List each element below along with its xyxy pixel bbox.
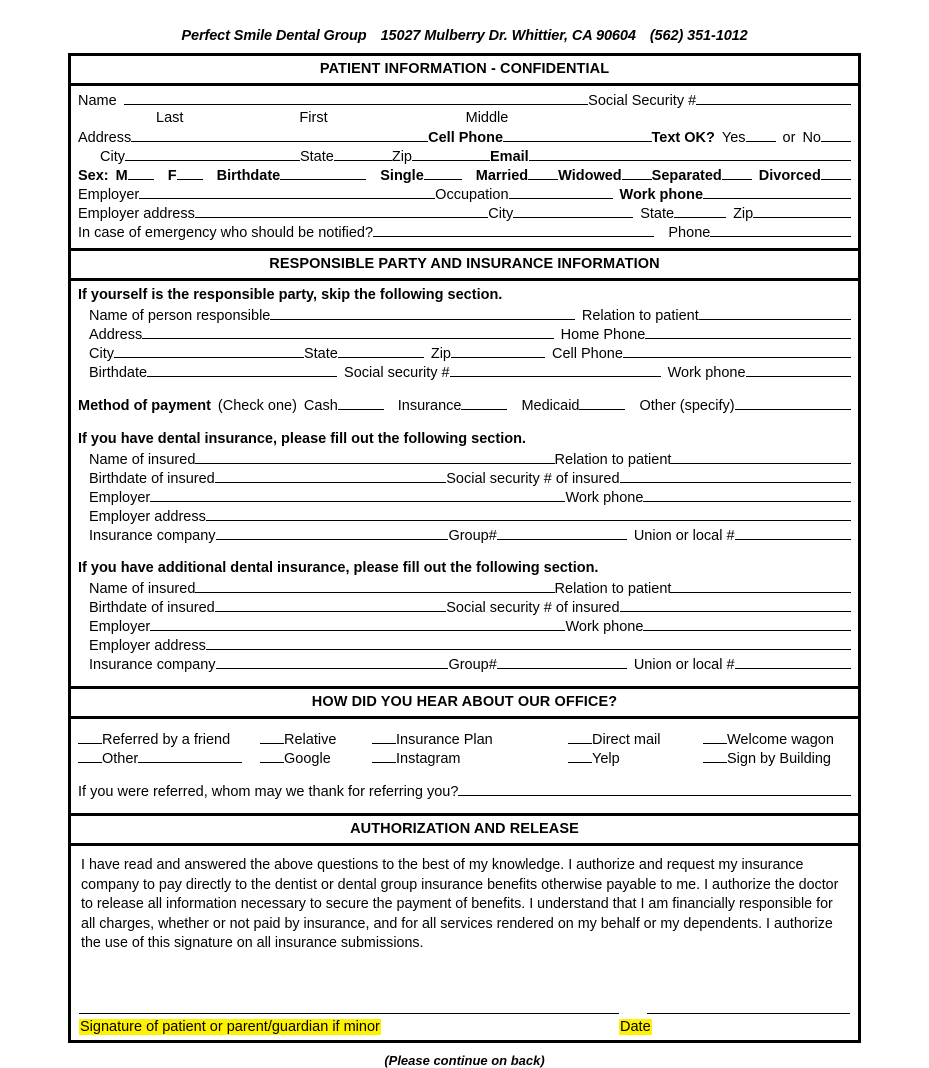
input-responsible-address[interactable] [142, 325, 553, 339]
row-responsible-birthdate-ssn [78, 363, 851, 382]
label-responsible-city: City [89, 346, 114, 362]
input-address[interactable] [131, 128, 428, 142]
section-title-referral: HOW DID YOU HEAR ABOUT OUR OFFICE? [71, 686, 858, 719]
checkbox-sex-male[interactable] [128, 166, 154, 180]
caption-last: Last [156, 110, 184, 126]
label-primary-union-or-local: Union or local # [633, 528, 735, 544]
label-additional-employer: Employer [89, 619, 151, 635]
row-responsible-city-state-zip [78, 344, 851, 363]
label-direct-mail: Direct mail [592, 732, 661, 748]
label-primary-employer: Employer [89, 490, 151, 506]
input-occupation[interactable] [509, 185, 613, 199]
caption-first: First [299, 110, 328, 126]
input-responsible-work-phone[interactable] [746, 363, 851, 377]
label-married: Married [475, 168, 529, 184]
checkbox-married[interactable] [528, 166, 558, 180]
label-text-ok-or: or [782, 130, 796, 146]
input-primary-ssn-of-insured[interactable] [620, 469, 851, 483]
row-primary-employer-address [78, 507, 851, 526]
label-text-ok-yes: Yes [721, 130, 746, 146]
input-employer[interactable] [139, 185, 435, 199]
label-city: City [100, 149, 125, 165]
label-employer-zip: Zip [733, 206, 754, 222]
checkbox-separated[interactable] [722, 166, 752, 180]
footer-note: (Please continue on back) [384, 1052, 545, 1068]
label-additional-birthdate-of-insured: Birthdate of insured [89, 600, 215, 616]
checkbox-google[interactable] [260, 749, 284, 763]
signature-labels [79, 1018, 850, 1036]
section-body-responsible-party [71, 281, 858, 686]
label-responsible-birthdate: Birthdate [89, 365, 148, 381]
label-primary-group: Group# [448, 528, 497, 544]
checkbox-payment-medicaid[interactable] [579, 396, 625, 410]
input-employer-zip[interactable] [753, 204, 851, 218]
row-additional-insurance-company [78, 655, 851, 674]
form-container [68, 53, 861, 1043]
input-name[interactable] [124, 91, 588, 105]
section-title-authorization: AUTHORIZATION AND RELEASE [71, 813, 858, 846]
letterhead [0, 0, 929, 53]
input-responsible-ssn[interactable] [450, 363, 661, 377]
input-additional-ssn-of-insured[interactable] [620, 598, 851, 612]
label-employer-address: Employer address [78, 206, 195, 222]
label-payment-other: Other (specify) [639, 398, 735, 414]
input-zip[interactable] [412, 147, 490, 161]
label-thank-referrer: If you were referred, whom may we thank for referring you? [78, 784, 459, 800]
label-additional-union-or-local: Union or local # [633, 657, 735, 673]
text-insurance-primary-heading: If you have dental insurance, please fill out the following section. [78, 431, 526, 447]
label-insurance-plan: Insurance Plan [396, 732, 493, 748]
label-state: State [299, 149, 334, 165]
label-relative: Relative [284, 732, 337, 748]
row-insurance-primary-heading [78, 430, 851, 450]
input-signature[interactable] [79, 1012, 619, 1014]
label-payment-cash: Cash [303, 398, 338, 414]
label-primary-name-of-insured: Name of insured [89, 452, 196, 468]
checkbox-widowed[interactable] [622, 166, 652, 180]
input-emergency-phone[interactable] [710, 223, 851, 237]
label-relation-to-patient: Relation to patient [581, 308, 699, 324]
label-payment-insurance: Insurance [397, 398, 462, 414]
label-zip: Zip [391, 149, 412, 165]
label-social-security: Social Security # [588, 93, 697, 109]
label-responsible-cell-phone: Cell Phone [552, 346, 623, 362]
label-yelp: Yelp [592, 751, 620, 767]
label-additional-insurance-company: Insurance company [89, 657, 216, 673]
checkbox-text-ok-yes[interactable] [746, 128, 776, 142]
checkbox-sign-by-building[interactable] [703, 749, 727, 763]
label-instagram: Instagram [396, 751, 461, 767]
row-thank-referrer [78, 782, 851, 801]
label-payment-medicaid: Medicaid [521, 398, 580, 414]
checkbox-divorced[interactable] [821, 166, 851, 180]
label-additional-ssn-of-insured: Social security # of insured [446, 600, 620, 616]
input-social-security[interactable] [696, 91, 851, 105]
checkbox-relative[interactable] [260, 730, 284, 744]
signature-lines [79, 1012, 850, 1014]
practice-name: Perfect Smile Dental Group [181, 28, 367, 44]
checkbox-text-ok-no[interactable] [821, 128, 851, 142]
input-responsible-city[interactable] [114, 344, 304, 358]
input-primary-insurance-company[interactable] [216, 526, 449, 540]
checkbox-other[interactable] [78, 749, 102, 763]
label-method-of-payment: Method of payment [78, 398, 211, 414]
row-additional-employer-address [78, 636, 851, 655]
label-birthdate: Birthdate [216, 168, 281, 184]
input-email[interactable] [529, 147, 851, 161]
referral-option-relative[interactable] [260, 730, 372, 749]
label-sex-male: M [115, 168, 128, 184]
label-occupation: Occupation [435, 187, 509, 203]
input-state[interactable] [334, 147, 392, 161]
row-primary-insurance-company [78, 526, 851, 545]
input-additional-insurance-company[interactable] [216, 655, 449, 669]
referral-options-grid [78, 730, 851, 768]
label-emergency-phone: Phone [668, 225, 711, 241]
section-title-patient-information: PATIENT INFORMATION - CONFIDENTIAL [71, 56, 858, 86]
label-employer-state: State [640, 206, 675, 222]
section-body-authorization [71, 846, 858, 954]
label-divorced: Divorced [758, 168, 821, 184]
label-additional-work-phone: Work phone [565, 619, 644, 635]
label-sign-by-building: Sign by Building [727, 751, 831, 767]
label-referred-by-friend: Referred by a friend [102, 732, 231, 748]
label-additional-group: Group# [448, 657, 497, 673]
checkbox-sex-female[interactable] [177, 166, 203, 180]
label-cell-phone: Cell Phone [428, 130, 504, 146]
label-employer: Employer [78, 187, 140, 203]
row-emergency-contact [78, 223, 851, 242]
input-employer-state[interactable] [674, 204, 726, 218]
input-relation-to-patient[interactable] [699, 306, 851, 320]
input-thank-referrer[interactable] [458, 782, 851, 796]
input-payment-other[interactable] [735, 396, 851, 410]
label-google: Google [284, 751, 331, 767]
checkbox-payment-insurance[interactable] [461, 396, 507, 410]
row-primary-employer [78, 488, 851, 507]
section-body-patient-information [71, 86, 858, 248]
row-insurance-additional-heading [78, 559, 851, 579]
label-work-phone: Work phone [619, 187, 704, 203]
referral-option-direct-mail[interactable] [568, 730, 703, 749]
label-text-ok: Text OK? [651, 130, 715, 146]
input-additional-group[interactable] [497, 655, 627, 669]
checkbox-referred-by-friend[interactable] [78, 730, 102, 744]
input-city[interactable] [125, 147, 300, 161]
referral-option-insurance-plan[interactable] [372, 730, 568, 749]
authorization-paragraph: I have read and answered the above questions to the best of my knowledge. I authorize and request my insurance company to pay directly to the dentist or dental group insurance benefits otherwise payable to me. I authorize the doctor to release all information necessary to secure the payment of benefits. I understand that I am financially responsible for all charges, whether or not paid by insurance, and for all services rendered on my behalf or my dependents. I authorize the use of this signature on all insurance submissions. [81, 857, 839, 951]
label-primary-birthdate-of-insured: Birthdate of insured [89, 471, 215, 487]
input-home-phone[interactable] [645, 325, 851, 339]
row-responsible-address [78, 325, 851, 344]
label-primary-work-phone: Work phone [565, 490, 644, 506]
row-additional-name-of-insured [78, 579, 851, 598]
input-additional-name-of-insured[interactable] [195, 579, 554, 593]
row-employer-occupation [78, 185, 851, 204]
referral-option-instagram[interactable] [372, 749, 568, 768]
label-name-of-person-responsible: Name of person responsible [89, 308, 271, 324]
input-primary-work-phone[interactable] [643, 488, 851, 502]
input-additional-relation-to-patient[interactable] [671, 579, 851, 593]
label-welcome-wagon: Welcome wagon [727, 732, 834, 748]
label-sex: Sex: [78, 168, 109, 184]
label-address: Address [78, 130, 132, 146]
input-primary-birthdate-of-insured[interactable] [215, 469, 446, 483]
signature-area [71, 954, 858, 1040]
referral-option-google[interactable] [260, 749, 372, 768]
input-primary-employer-address[interactable] [206, 507, 851, 521]
input-responsible-zip[interactable] [451, 344, 545, 358]
label-sex-female: F [167, 168, 177, 184]
input-emergency-contact[interactable] [373, 223, 654, 237]
label-date: Date [620, 1018, 651, 1035]
input-name-of-person-responsible[interactable] [270, 306, 575, 320]
label-check-one: (Check one) [217, 398, 297, 414]
input-responsible-cell-phone[interactable] [623, 344, 851, 358]
row-primary-name-of-insured [78, 450, 851, 469]
input-primary-employer[interactable] [150, 488, 565, 502]
input-additional-employer-address[interactable] [206, 636, 851, 650]
input-employer-city[interactable] [513, 204, 633, 218]
label-signature: Signature of patient or parent/guardian if minor [80, 1018, 380, 1035]
row-method-of-payment [78, 396, 851, 416]
checkbox-direct-mail[interactable] [568, 730, 592, 744]
row-skip-notice [78, 286, 851, 306]
input-additional-work-phone[interactable] [643, 617, 851, 631]
input-birthdate[interactable] [280, 166, 366, 180]
label-separated: Separated [651, 168, 722, 184]
referral-option-welcome-wagon[interactable] [703, 730, 851, 749]
input-date[interactable] [647, 1012, 850, 1014]
checkbox-single[interactable] [424, 166, 462, 180]
label-home-phone: Home Phone [560, 327, 646, 343]
label-employer-city: City [488, 206, 514, 222]
label-other: Other [102, 751, 139, 767]
section-title-responsible-party: RESPONSIBLE PARTY AND INSURANCE INFORMATION [71, 248, 858, 281]
input-work-phone[interactable] [703, 185, 851, 199]
text-skip-notice: If yourself is the responsible party, skip the following section. [78, 287, 503, 303]
section-body-referral [71, 719, 858, 813]
referral-option-other[interactable] [78, 749, 260, 768]
checkbox-welcome-wagon[interactable] [703, 730, 727, 744]
label-responsible-address: Address [89, 327, 143, 343]
practice-phone: (562) 351-1012 [649, 28, 748, 44]
label-text-ok-no: No [802, 130, 821, 146]
row-name-captions [78, 110, 851, 128]
label-email: Email [490, 149, 529, 165]
referral-option-sign-by-building[interactable] [703, 749, 851, 768]
checkbox-yelp[interactable] [568, 749, 592, 763]
label-name: Name [78, 93, 117, 109]
label-additional-employer-address: Employer address [89, 638, 206, 654]
input-additional-union-or-local[interactable] [735, 655, 851, 669]
checkbox-insurance-plan[interactable] [372, 730, 396, 744]
row-address [78, 128, 851, 147]
input-employer-address[interactable] [195, 204, 488, 218]
label-emergency-contact: In case of emergency who should be notified? [78, 225, 374, 241]
label-responsible-work-phone: Work phone [667, 365, 746, 381]
row-city-state-zip-email [78, 147, 851, 166]
label-additional-relation-to-patient: Relation to patient [554, 581, 672, 597]
row-name [78, 91, 851, 110]
input-cell-phone[interactable] [503, 128, 651, 142]
referral-option-referred-by-friend[interactable] [78, 730, 260, 749]
input-primary-group[interactable] [497, 526, 627, 540]
checkbox-payment-cash[interactable] [338, 396, 384, 410]
label-responsible-zip: Zip [430, 346, 451, 362]
caption-middle: Middle [465, 110, 509, 126]
row-additional-employer [78, 617, 851, 636]
label-widowed: Widowed [558, 168, 622, 184]
label-additional-name-of-insured: Name of insured [89, 581, 196, 597]
row-employer-address [78, 204, 851, 223]
checkbox-instagram[interactable] [372, 749, 396, 763]
input-primary-relation-to-patient[interactable] [671, 450, 851, 464]
label-primary-ssn-of-insured: Social security # of insured [446, 471, 620, 487]
referral-option-yelp[interactable] [568, 749, 703, 768]
input-additional-birthdate-of-insured[interactable] [215, 598, 446, 612]
label-single: Single [380, 168, 424, 184]
row-primary-birthdate-ssn [78, 469, 851, 488]
input-primary-name-of-insured[interactable] [195, 450, 554, 464]
input-additional-employer[interactable] [150, 617, 565, 631]
text-insurance-additional-heading: If you have additional dental insurance, please fill out the following section. [78, 560, 599, 576]
input-responsible-state[interactable] [338, 344, 424, 358]
practice-address: 15027 Mulberry Dr. Whittier, CA 90604 [380, 28, 636, 44]
input-responsible-birthdate[interactable] [147, 363, 337, 377]
label-primary-insurance-company: Insurance company [89, 528, 216, 544]
row-additional-birthdate-ssn [78, 598, 851, 617]
label-primary-relation-to-patient: Relation to patient [554, 452, 672, 468]
label-responsible-state: State [303, 346, 338, 362]
label-responsible-ssn: Social security # [344, 365, 450, 381]
label-primary-employer-address: Employer address [89, 509, 206, 525]
row-person-responsible [78, 306, 851, 325]
input-primary-union-or-local[interactable] [735, 526, 851, 540]
row-sex-birthdate-marital [78, 166, 851, 185]
input-other-specify[interactable] [138, 749, 242, 763]
